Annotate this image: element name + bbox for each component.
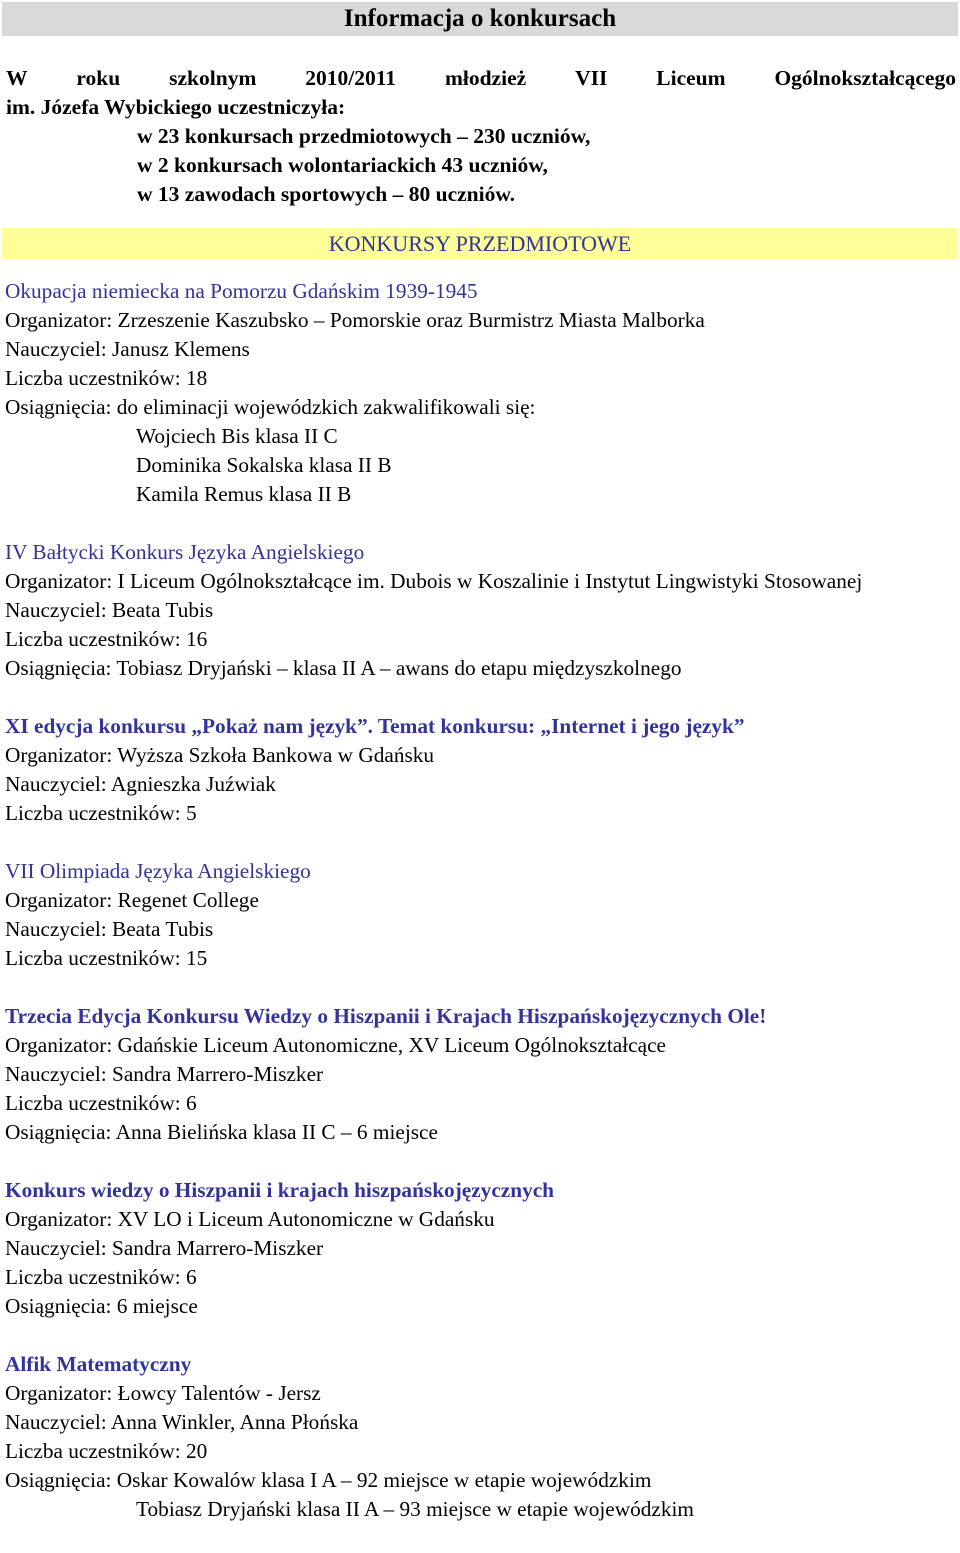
contest-entry xyxy=(5,857,957,973)
intro-paragraph xyxy=(6,64,956,209)
contest-entry xyxy=(5,712,957,828)
intro-word: młodzież xyxy=(444,66,527,90)
contest-organizer: Organizator: Łowcy Talentów - Jersz xyxy=(5,1381,321,1405)
contest-name: XI edycja konkursu „Pokaż nam język”. Temat konkursu: „Internet i jego język” xyxy=(5,714,745,738)
contest-teacher: Nauczyciel: Beata Tubis xyxy=(5,598,214,622)
contest-achievements: Osiągnięcia: Tobiasz Dryjański – klasa II A – awans do etapu międzyszkolnego xyxy=(5,656,682,680)
section-heading: KONKURSY PRZEDMIOTOWE xyxy=(328,230,632,256)
intro-line-1 xyxy=(6,64,956,93)
contest-entry xyxy=(5,277,957,509)
contest-organizer: Organizator: XV LO i Liceum Autonomiczne w Gdańsku xyxy=(5,1207,495,1231)
intro-word: Liceum xyxy=(656,66,726,90)
intro-word: Ogólnokształcącego xyxy=(774,66,956,90)
contest-entry xyxy=(5,538,957,683)
contest-participants: Liczba uczestników: 16 xyxy=(5,627,208,651)
contest-entry xyxy=(5,1002,957,1147)
intro-word: 2010/2011 xyxy=(305,66,397,90)
contest-achievement-line: Dominika Sokalska klasa II B xyxy=(136,453,392,477)
intro-item: w 2 konkursach wolontariackich 43 uczniów, xyxy=(137,153,548,177)
contest-teacher: Nauczyciel: Beata Tubis xyxy=(5,917,214,941)
contest-participants: Liczba uczestników: 6 xyxy=(5,1091,197,1115)
contest-participants: Liczba uczestników: 15 xyxy=(5,946,208,970)
contest-name: Trzecia Edycja Konkursu Wiedzy o Hiszpanii i Krajach Hiszpańskojęzycznych Ole! xyxy=(5,1004,767,1028)
contest-achievement-line: Kamila Remus klasa II B xyxy=(136,482,352,506)
contest-name: IV Bałtycki Konkurs Języka Angielskiego xyxy=(5,540,365,564)
contest-organizer: Organizator: Zrzeszenie Kaszubsko – Pomorskie oraz Burmistrz Miasta Malborka xyxy=(5,308,705,332)
intro-word: W xyxy=(6,66,28,90)
contest-participants: Liczba uczestników: 5 xyxy=(5,801,197,825)
contest-name: Konkurs wiedzy o Hiszpanii i krajach hiszpańskojęzycznych xyxy=(5,1178,555,1202)
contest-achievements: Osiągnięcia: Oskar Kowalów klasa I A – 92 miejsce w etapie wojewódzkim xyxy=(5,1468,652,1492)
contest-achievements: Osiągnięcia: 6 miejsce xyxy=(5,1294,198,1318)
section-heading-bar xyxy=(2,228,958,259)
contest-name: VII Olimpiada Języka Angielskiego xyxy=(5,859,311,883)
contest-achievements: Osiągnięcia: Anna Bielińska klasa II C – 6 miejsce xyxy=(5,1120,438,1144)
intro-word: VII xyxy=(575,66,608,90)
contest-achievement-line: Tobiasz Dryjański klasa II A – 93 miejsce w etapie wojewódzkim xyxy=(136,1497,695,1521)
contest-name: Alfik Matematyczny xyxy=(5,1352,192,1376)
contest-teacher: Nauczyciel: Sandra Marrero-Miszker xyxy=(5,1236,324,1260)
contest-teacher: Nauczyciel: Agnieszka Juźwiak xyxy=(5,772,276,796)
intro-word: szkolnym xyxy=(169,66,257,90)
contest-teacher: Nauczyciel: Janusz Klemens xyxy=(5,337,250,361)
contest-organizer: Organizator: I Liceum Ogólnokształcące im. Dubois w Koszalinie i Instytut Lingwistyki Stosowanej xyxy=(5,569,863,593)
contest-teacher: Nauczyciel: Sandra Marrero-Miszker xyxy=(5,1062,324,1086)
contest-achievements: Osiągnięcia: do eliminacji wojewódzkich zakwalifikowali się: xyxy=(5,395,536,419)
intro-item: w 13 zawodach sportowych – 80 uczniów. xyxy=(137,182,516,206)
page-title-bar xyxy=(2,2,958,36)
contest-organizer: Organizator: Regenet College xyxy=(5,888,259,912)
page-title: Informacja o konkursach xyxy=(343,5,617,32)
contest-participants: Liczba uczestników: 18 xyxy=(5,366,208,390)
contest-achievement-line: Wojciech Bis klasa II C xyxy=(136,424,338,448)
contest-name: Okupacja niemiecka na Pomorzu Gdańskim 1939-1945 xyxy=(5,279,478,303)
contest-teacher: Nauczyciel: Anna Winkler, Anna Płońska xyxy=(5,1410,359,1434)
contest-participants: Liczba uczestników: 20 xyxy=(5,1439,208,1463)
contest-entry xyxy=(5,1176,957,1321)
contest-participants: Liczba uczestników: 6 xyxy=(5,1265,197,1289)
contest-list xyxy=(5,277,957,1553)
intro-word: roku xyxy=(76,66,121,90)
intro-line-2: im. Józefa Wybickiego uczestniczyła: xyxy=(6,95,346,119)
contest-organizer: Organizator: Wyższa Szkoła Bankowa w Gdańsku xyxy=(5,743,435,767)
contest-entry xyxy=(5,1350,957,1524)
intro-item: w 23 konkursach przedmiotowych – 230 uczniów, xyxy=(137,124,591,148)
contest-organizer: Organizator: Gdańskie Liceum Autonomiczne, XV Liceum Ogólnokształcące xyxy=(5,1033,666,1057)
